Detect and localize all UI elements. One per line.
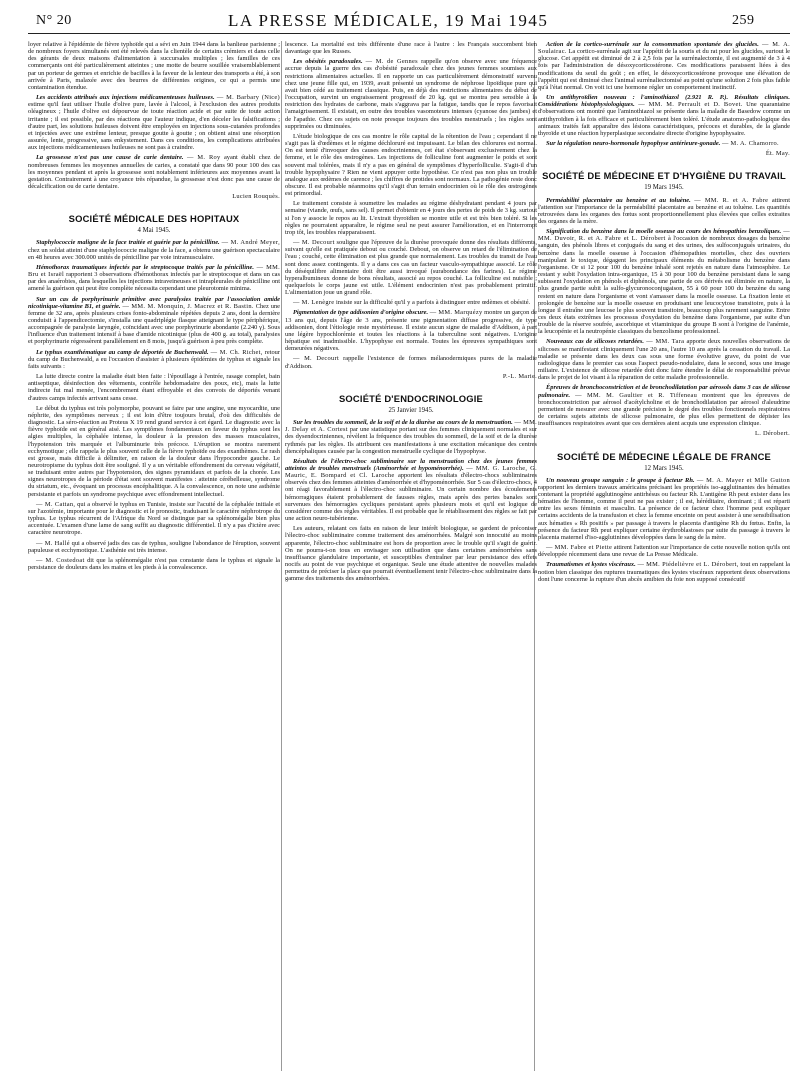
article-title: Nouveaux cas de silicoses retardées.: [546, 338, 644, 346]
paragraph: Le traitement consiste à soumettre les malades au régime déshydratant pendant 4 jours par semaine (viande, œufs, sans sel). Il permet d'obtenir en 4 jours des pertes de poids de 3 kg. surtout si l'on y associe le repos au lit. L'extrait thyroïdien se montre utile et est très bien toléré. Si les règles ne pourraient apparaître, le régime seul ne peut assurer l'amélioration, et en l'interrompt trop tôt, les troubles réapparaissent.: [285, 200, 537, 236]
article-body: apportent les résultats d'électro-chocs subliminaires observés chez des femmes atteintes d'aménorrhée et d'hypoménorrhée. Sur 5 cas d'électro-chocs, 4 ont réagi favorablement à l'électro-choc subliminaire. Un certain nombre des écoulements hémorragiques étaient probablement de fausses règles, mais après des pertes banales sont survenues des hémorragies cycliques persistant après plusieurs mois et qu'il est logique de considérer comme des règles véritables. Il est probable que le rétablissement des règles se fait par une action neuro-tubérienne.: [285, 472, 537, 523]
article-body: rapportent 3 observations d'hémothorax infectés par le streptocoque et dans un cas par des anaérobies, dans lesquelles les injections intraveineuses et intrapleurales de pénicilline ont amené la guérison qui peut être complète nécessita cependant une pleurotomie minima.: [28, 271, 280, 293]
column-middle: [285, 41, 537, 1076]
article-title: Traumatismes et kystes viscéraux.: [546, 561, 636, 569]
article-body: apporte deux nouvelles observations de silicoses se manifestant cliniquement l'une 20 ans, l'autre 10 ans après la cessation du travail. La maladie se présente dans les deux cas sous une forme évolutive grave, du point de vue radiologique dans le premier cas sous l'aspect pseudo-nodulaire, dans le second, sous une image miliaire. L'existence de silicose retardée doit donc faire étendre le délai de responsabilité prévue dans le projet de loi visant à la réparation de cette maladie professionnelle.: [538, 338, 790, 382]
article-body: qui a observé le typhus en Tunisie, insiste sur l'acuité de la céphalée initiale et sur l'azotémie, importante pour le diagnostic et le pronostic, traduisant le caractère néphrotrope du typhus. Le typhus récurrent de l'Afrique du Nord se distingue par sa splénomégalie bien plus accentuée. L'examen d'une lame de sang suffit au diagnostic différentiel. Il n'y a pas d'ictère avec caractère neurotrope.: [28, 500, 280, 537]
paragraph: [28, 296, 280, 346]
author: — M. A. Soulairac.: [538, 41, 790, 56]
journal-title: LA PRESSE MÉDICALE, 19 Mai 1945: [228, 11, 549, 30]
article-title: Hémothorax traumatiques infectés par le streptocoque traités par la pénicilline.: [36, 263, 254, 271]
article-body: qui a observé jadis des cas de typhus, souligne l'abondance de l'éruption, souvent papuleuse et ecchymotique. L'asthénie est très intense.: [28, 539, 280, 554]
signature: L. Dérobert.: [754, 430, 790, 438]
article-body: attirent l'attention sur l'importance de cette nouvelle notion qu'ils ont développée récemment dans une revue de La Presse Médicale.: [538, 544, 790, 559]
signature: Ét. May.: [765, 150, 790, 158]
author: — MM. M. Gaultier et R. Tiffeneau: [575, 391, 698, 399]
session-date: 19 Mars 1945.: [644, 184, 684, 192]
section-heading: SOCIÉTÉ DE MÉDECINE LÉGALE DE FRANCE: [557, 450, 771, 462]
article-body: insiste sur la difficulté qu'il y a parfois à distinguer entre œdèmes et obésité.: [336, 299, 531, 307]
author: — M. A. Mayer et Mlle Guiton: [696, 476, 790, 484]
paragraph: [538, 94, 790, 137]
paragraph: La lutte directe contre la maladie était bien faite : l'épouillage à l'entrée, rasage complet, bain antiseptique, désinfection des vêtements, contrôle hebdomadaire des poux, etc), mais la lutte indirecte fut mal menée, l'encombrement étant effroyable et des convois de déportés venant d'autres camps infectés arrivant sans cesse.: [28, 373, 280, 402]
author: — MM. Duvoir, R. et A. Fabre et L. Dérobert: [538, 228, 790, 243]
paragraph: [538, 228, 790, 335]
paragraph: [538, 561, 790, 582]
session-date: 4 Mai 1945.: [137, 227, 171, 235]
paragraph: [28, 540, 280, 554]
paragraph: [538, 338, 790, 381]
author: — M. Roy: [186, 154, 221, 162]
paragraph: [538, 140, 790, 147]
article-body: La cortico-surrénale agit sur l'appétit de la souris et du rat pour les glucides, surtout le glucose. Cet appétit est diminué de 2 à 2,5 fois par la surrénalectomie, il est augmenté de 3 à 4 fois par l'administration de désoxycorticostérone. Ces modifications paraissent liées à des modifications du seuil du goût ; en effet, le désoxycorticostérone provoque une élévation de l'appétit qui est diminué chez l'animal surrénaliectomisé au point qu'une solution 2 fois plus faible qu'à l'état normal. On voit ici une hormone régler un comportement instinctif.: [538, 48, 790, 91]
paragraph: [538, 477, 790, 541]
article-title: Épreuves de bronchoconstriction et de bronchodilatation par aérosols dans 3 cas de silicose pulmonaire.: [538, 384, 790, 399]
paragraph: Le début du typhus est très polymorphe, pouvant se faire par une angine, une myocardite, une néphrite, des symptômes nerveux ; il est loin d'être toujours brutal, d'où des difficultés de diagnostic. La séro-réaction au Proteus X 19 rend grand service à cet égard. Le diagnostic avec la fièvre typhoïde est en général aisé. Les symptômes fondamentaux en faveur du typhus sont les algies multiples, la céphalée intense, la douleur à la pression des masses musculaires, l'hypotension très marquée et l'albuminurie très précoce. L'éruption se montra rarement ecchymotique ; elle rappela le plus souvent celle de la fièvre typhoïde ou des exanthèmes. Le rash est grosse, mais difficile à délimiter, en raison de la douleur dans l'hypocondre gauche. Le neurotropisme du typhus doit être souligné. Il y a un véritable effondrement du cerveau végétatif, se traduisant entre autres par l'hypotension, des signes pyramidaux et parfois de la chorée. Les signes neurotropes de la période d'état sont souvent manifestes : atteinte cérébelleuse, syndrome du striatum, etc., évoquant un processus encéphalitique. A la convalescence, on note une asthénie persistante et parfois un syndrome psychique avec effondrement intellectuel.: [28, 404, 280, 498]
section-heading: SOCIÉTÉ MÉDICALE DES HOPITAUX: [68, 213, 240, 225]
article-body: ayant établi chez de nombreuses femmes les moyennes annuelles de caries, a constaté que dans 90 pour 100 des cas les moyennes pendant et après la grossesse sont notablement inférieures aux moyennes avant la gestation. Contrairement à une croyance très répandue, la grossesse n'est donc pas une cause de décalcification ou de carie dentaire.: [28, 154, 280, 190]
author: — M. Barbary (Nice): [216, 94, 280, 102]
article-title: Un nouveau groupe sanguin : le groupe à facteur Rh.: [546, 476, 695, 484]
paragraph: [285, 355, 537, 369]
paragraph: [28, 349, 280, 370]
article-title: Les accidents attribués aux injections médicamenteuses huileuses.: [36, 94, 215, 102]
article-body: tout en rappelant la notion bien classique des ruptures traumatiques des kystes viscéraux rapportent deux observations dont l'une concerne la rupture d'un abcès amibien du foie non supposé consécutif: [538, 561, 790, 583]
paragraph: Les auteurs, relatant ces faits en raison de leur intérêt biologique, se gardent de préconiser l'électro-choc subliminaire comme traitement des aménorrhées. Malgré son innocuité au moins apparente, l'électro-choc subliminaire est hors de proportion avec le trouble qu'il s'agit de guérir. On ne pourra-t-on tous en envisager son utilisation que dans certaines aménorrhées sans insuffisance glandulaire importante, et susceptibles d'entraîner par leur persistance des effets nocifs au point de vue psychique et organique. Seule une étude attentive de nouvelles malades permettra de préciser la place que pourrait éventuellement tenir l'électro-choc subliminaire dans la gamme des traitements des aménorrhées.: [285, 525, 537, 583]
paragraph: [28, 557, 280, 571]
article-body: souligne que l'épreuve de la diurèse provoquée donne des résultats différents, suivant qu'elle est pratiquée debout ou couché. Debout, on observe un retard de l'élimination de l'eau ; couché, cette élimination est plus grande que normalement. Les troubles du transit de l'eau sont donc assez contingents. Il y a dans ces cas un facteur vasculo-sympathique associé. Le rôle du déséquilibre alimentaire doit être aussi invoqué (surabondance des farines). Le régime hyperalbumineux donne de bons résultats, associé au repos couché. La folliculine est nuisible ; quelquefois le corps jaune est utile. L'élément endocrinien n'est pas probablement primitif. L'alimentation joue un grand rôle.: [285, 239, 537, 297]
article-body: montrent que les épreuves de bronchoconstriction par aérosol d'acétylcholine et de bronchodilatation par aérosol d'aleudrine permettent de mesurer avec une grande précision le degré des troubles fonctionnels respiratoires de certains sujets atteints de silicose pulmonaire, de plus elles permettent de dépister les insuffisances respiratoires avant que ces dernières aient acquis une expression clinique.: [538, 391, 790, 428]
article-title: Action de la cortico-surrénale sur la consommation spontanée des glucides.: [546, 41, 759, 48]
article-body: rappelle l'existence de formes mélanodermiques pures de la maladie d'Addison.: [285, 355, 537, 370]
paragraph: [285, 309, 537, 352]
article-title: Sur un cas de porphyrinurie primitive avec paralysies traitée par l'association amide nicotinique-vitamine B1, et guérie.: [28, 295, 280, 310]
article-title: Sur les troubles du sommeil, de la soif et de la diurèse au cours de la menstruation.: [293, 419, 513, 427]
author: — MM. Piédelièvre et L. Dérobert,: [637, 561, 739, 569]
signature: P.-L. Marie.: [502, 372, 537, 380]
session-date: 25 Janvier 1945.: [388, 406, 434, 414]
page-header: [0, 10, 800, 32]
article-title: La grossesse n'est pas une cause de carie dentaire.: [36, 154, 184, 162]
article-body: rappelle qu'on observe avec une fréquence accrue depuis la guerre des cas d'obésité paradoxale chez des jeunes femmes soumises aux restrictions alimentaires actuelles. Il en rapporte un cas particulièrement démonstratif survenu chez une jeune fille qui, en 1939, avait présenté un syndrome de néphrose lipoïdique pure qui avait bien cédé au traitement classique. Puis, en déjà des restrictions alimentaires du début de l'occupation, survint un engraissement progressif de 20 kg. qui se montra peu sensible à la restriction des hydrates de carbone, mais s'aggrava par la fatigue, tandis que le repos favorisait l'amaigrissement. Il existait, en outre des troubles vasomoteurs intenses (cyanose des jambes) et de l'apathie. Chez ces sujets on note presque toujours des troubles menstruels ; les règles sont supprimées ou diminuées.: [285, 58, 537, 130]
header-rule: [28, 33, 790, 34]
paragraph: [285, 299, 537, 306]
paragraph: [538, 384, 790, 427]
author: — MM. Bru et Israël: [28, 263, 280, 279]
session-date: 12 Mars 1945.: [644, 464, 684, 472]
article-title: Staphylococcie maligne de la face traitée et guérie par la pénicilline.: [36, 239, 220, 247]
section-heading: SOCIÉTÉ DE MÉDECINE ET D'HYGIÈNE DU TRAVAIL: [542, 170, 786, 182]
signature: Lucien Rouquès.: [232, 193, 280, 201]
author: — MM. J. Delay et A. Cortest: [285, 419, 537, 434]
paragraph: [538, 197, 790, 226]
paragraph: loyer relative à l'épidémie de fièvre typhoïde qui a sévi en Juin 1944 dans la banlieue parisienne ; de nombreux foyers simultanés ont été relevés dans la clientèle de certains crémiers et dans celle des gérants de deux maisons d'alimentation à succursales multiples ; les familles de ces commerçants ont été particulièrement atteintes ; une motte de beurre souillée vraisemblablement par un porteur de germes et enrichie de bacilles à la faveur de la lenteur des transports a été, à son arrivée à Paris, malaxée avec des beurres de différentes origines, ce qui a permis une contamination étendue.: [28, 41, 280, 91]
author: — MM. Fabre et Piette: [546, 544, 613, 552]
article-title: Résultats de l'électro-choc subliminaire sur la menstruation chez des jeunes femmes atteintes de troubles menstruels (Aménorrhée et hypoménorrhée).: [285, 457, 537, 472]
column-right: [538, 41, 790, 1076]
article-body: attirent l'attention sur l'importance de la perméabilité placentaire au benzène et au toluène. Les quantités retrouvées dans les organes des fœtus sont proportionnellement plus élevées que celles extraites des organes de la mère.: [538, 196, 790, 225]
article-title: Pigmentation de type addisonien d'origine obscure.: [293, 309, 429, 317]
article-body: montre un garçon de 13 ans qui, depuis l'âge de 3 ans, présente une pigmentation diffuse progressive, de type addisonien, dont l'étiologie reste mystérieuse. Il existe aucun signe de maladie d'Addison, à part une légère hypochlorémie et toutes les réactions à la tuberculine sont négatives. L'origine hépatique est inadmissible. L'hypophyse est normale. Toutes les épreuves sympathiques sont demeurées négatives.: [285, 309, 537, 353]
author: — MM. M. Perrault et D. Bovet.: [638, 101, 743, 109]
article-title: Signification du benzène dans la moelle osseuse au cours des hémopathies benzoliques.: [546, 228, 782, 236]
author: — M. de Gennes: [365, 58, 418, 66]
author: — MM. R. et A. Fabre: [694, 196, 769, 204]
author: — M. Decourt: [293, 355, 340, 363]
author: — M. Cattan,: [36, 500, 76, 508]
author: — M. Costedoat: [36, 556, 85, 564]
paragraph: [285, 458, 537, 522]
author: — MM. G. Laroche, G. Mauric, E. Bompard et Cl. Laroche: [285, 464, 537, 480]
article-body: estime qu'il faut utiliser l'huile d'olive pure, lavée à l'alcool, à l'exclusion des autres produits oléagineux ; l'huile d'olive est dépourvue de toute réaction acide et par suite de toute action irritante ; il est possible, par des réactions que l'auteur indique, d'en déceler les falsifications ; d'autre part, les solutions huileuses doivent être employées en injections sous-cutanées profondes et injectées avec une extrême lenteur, presque goutte à goutte ; on obtient ainsi une résorption assurée, lente, progressive, sans enkystement. Dans ces conditions, les complications attribuées aux injections médicamenteuses huileuses ne sont pas à craindre.: [28, 101, 280, 152]
article-body: Chez une femme de 32 ans, après plusieurs crises fonto-abdominale répétées depuis 2 ans, dont la dernière conduisit à l'appendicectomie, s'installa une quadriplégie flasque atteignant le type périphérique, accompagnée de paralysie laryngée, coïncidant avec une porphyrinurie abondante (2.240 γ). Sous l'influence d'un traitement intensif à base d'amide nicotinique (plus de 400 g. au total), paralysies et porphyrinurie régressèrent parallèlement en 8 mois, jusqu'à guérison à peu près complète.: [28, 302, 280, 346]
article-title: Un antithyroïdien nouveau : l'aminothiazol (2.921 R. P.). Résultats cliniques. Considérations histophysiologiques.: [538, 94, 790, 109]
section-heading: SOCIÉTÉ D'ENDOCRINOLOGIE: [338, 392, 484, 404]
paragraph: [28, 501, 280, 537]
column-left: [28, 41, 280, 1076]
article-body: par une statistique portant sur des femmes cliniquement normales et sur des dysendocriniennes, révèlent la fréquence des troubles du sommeil, de la soif et de la diurèse rythmés par les règles. Ils attribuent ces manifestations à une excitation mécanique des centres diencéphaliques causée par la congestion menstruelle cyclique de l'hypophyse.: [285, 426, 537, 455]
paragraph: [28, 264, 280, 293]
author: — M. André Meyer,: [221, 239, 280, 247]
article-title: Le typhus exanthématique au camp de déportés de Buchenwald.: [36, 348, 209, 356]
article-body: chez un soldat atteint d'une staphylococcie maligne de la face, a obtenu une guérison spectaculaire en 48 heures avec 300.000 unités de pénicilline par voie intramusculaire.: [28, 246, 280, 261]
paragraph: [28, 94, 280, 151]
article-title: Sur la régulation neuro-hormonale hypophyse antérieure-gonade.: [546, 140, 721, 148]
paragraph: [285, 419, 537, 455]
author: — M. Hallé: [36, 539, 70, 547]
article-body: retour du camp de Buchenwald, a eu l'occasion d'assister à plusieurs épidémies de typhus et signale les faits suivants :: [28, 348, 280, 370]
author: — MM. M. Monquin, J. Macrez et R. Bastin.: [122, 302, 254, 310]
author: — M. Decourt: [293, 239, 335, 247]
article-body: rapportent les derniers travaux américains précisant les propriétés iso-agglutinantes des hématies contenant la propriété agglutinogène antirhésus ou facteur Rh. L'antigène Rh peut exister dans les hématies de l'homme, comme il peut ne pas exister ; il est, héréditaire, dominant ; il est réparti entre les sexes féminin et masculin. La présence de ce facteur chez l'homme peut expliquer certains accidents de la transfusion et chez la femme enceinte on peut assister à une sensibilisation aux hématies « Rh positifs » par passage à travers le placenta d'antigène Rh du fœtus. Enfin, la présence du facteur Rh peut expliquer certaine érythroblastoses par suite du passage à travers le placenta maternel d'iso-agglutinines développées dans le sang de la mère.: [538, 483, 790, 541]
paragraph: [538, 544, 790, 558]
author: — M. Ch. Richet,: [210, 348, 263, 356]
page-number: 259: [732, 13, 755, 28]
paragraph: [285, 239, 537, 296]
article-title: Les obésités paradoxales.: [293, 58, 363, 66]
column-separator: [281, 41, 282, 1071]
issue-number: N° 20: [36, 13, 72, 28]
paragraph: lescence. La mortalité est très différente d'une race à l'autre : les Français succombent bien davantage que les Russes.: [285, 41, 537, 56]
paragraph: [28, 239, 280, 260]
author: — MM. Tara: [646, 338, 685, 346]
paragraph: L'étude biologique de ces cas montre le rôle capital de la rétention de l'eau ; cependant il ne s'agit pas là d'œdèmes et le régime déchloruré est impuissant. Le bilan des chlorures est normal. On est tenté d'invoquer des causes endocriniennes, cet état s'observant exclusivement chez la femme, et le rôle des œstrogènes. Les injections de folliculine font augmenter le poids et sont souvent mal tolérées, mais il n'y a pas en général de symptômes d'hyperfolliculie. S'agit-il d'un trouble hypophysaire ? Rien ne vient appuyer cette hypothèse. Ce n'est pas non plus un trouble analogue aux œdèmes de carence ; les chiffres de protides sont normaux. La pathogénie reste donc obscure. Il est probable néanmoins qu'il s'agit d'un terrain endocrinien où le rôle des œstrogènes est primordial.: [285, 132, 537, 198]
author: — M. A. Chamorro.: [721, 140, 779, 148]
paragraph: [285, 58, 537, 130]
author: — M. Lenègre: [293, 299, 335, 307]
author: — MM. Marquézy: [429, 309, 483, 317]
article-body: à l'occasion de nombreux dosages du benzène sanguin, des phénols libres et conjugués du sang et des urines, des sulfoconjugués urinaires, du benzène dans la moelle osseuse à l'occasion d'hémopathies mortelles, chez des ouvriers manipulant le toxique, dégagent les principaux éléments du métabolisme du benzène dans l'organisme. Or si 12 pour 100 du benzène inhalé sont rejetés en nature dans l'atmosphère. Le restant y subit l'oxydation intra-organique, 15 à 30 pour 100 du benzène persistant dans le sang subissent l'oxydation en phénols et diphénols, une partie de ces dérivés est éliminée en nature, la plus grande partie subit la sulfo-glycuronoconjugaison, 55 à 60 pour 100 du benzène du sang restent en nature dans l'organisme et vont s'amasser dans la moelle osseuse. La fixation lente et prolongée de benzène sur la moelle osseuse en produisant une leucocytose transitoire, puis à la longue il entraîne une leucose le plus souvent transitoire, beaucoup plus rarement sanguine. Entre ces deux états extrêmes les processus d'oxydation du benzène dans l'organisme, par suite d'un trouble de la réserve soufrée, ascorbique et vitaminique du groupe B sont à l'origine de l'anémie, la leucopénie et la neutropénie classiques du benzolisme professionnel.: [538, 235, 790, 336]
article-title: Perméabilité placentaire au benzène et au toluène.: [546, 196, 691, 204]
paragraph: [28, 154, 280, 190]
article-body: Une quarantaine d'observations ont montré que l'aminothiazol se présente dans la maladie de Basedow comme un antithyroïdien à la fois efficace et particulièrement bien toléré. L'étude anatomo-pathologique des animaux traités fait apparaître des lésions caractéristiques, précoces et durables, de la glande thyroïde et une réaction hyperplasique secondaire directe d'origine hypophysaire.: [538, 101, 790, 137]
article-body: dit que la splénomégalie n'est pas constante dans le typhus et signale la persistance de douleurs dans les mains et les pieds à la convalescence.: [28, 556, 280, 571]
paragraph: [538, 41, 790, 91]
